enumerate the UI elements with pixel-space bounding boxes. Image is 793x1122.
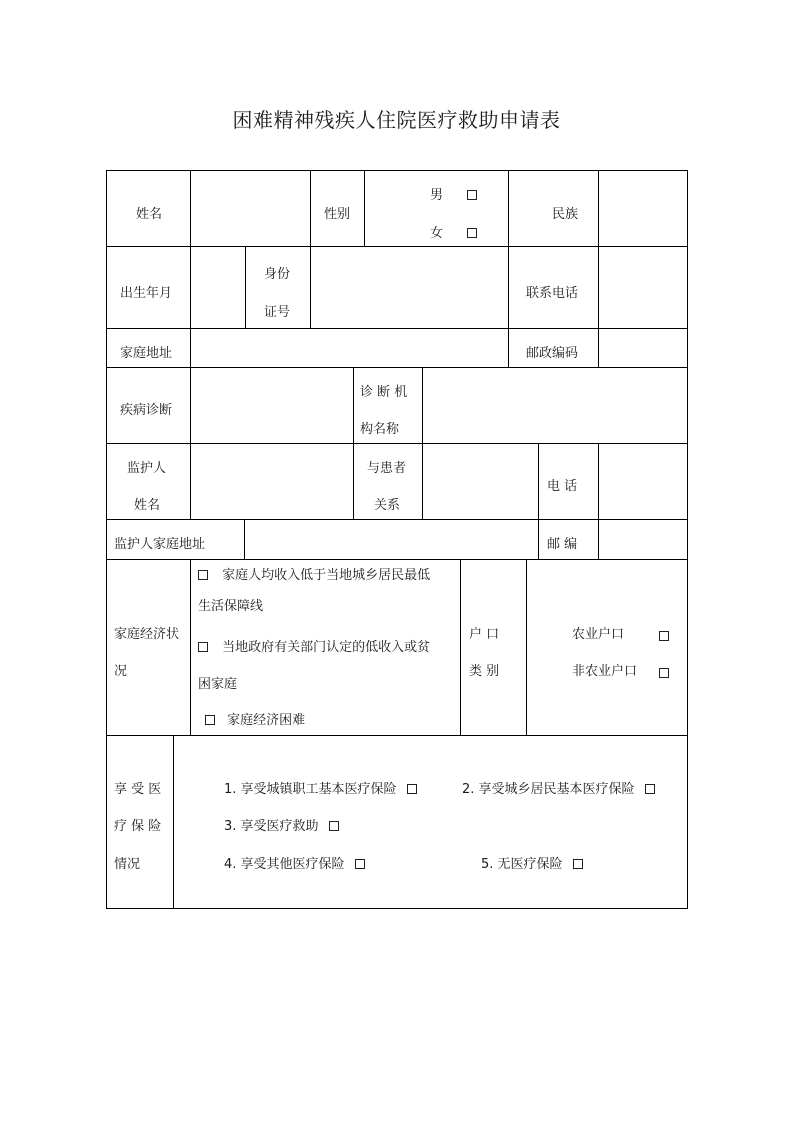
insurance-option-1-text: 1. 享受城镇职工基本医疗保险 [224,782,397,797]
gender-female-option[interactable] [430,225,477,243]
insurance-option-3[interactable] [224,818,339,836]
table-line [106,170,688,171]
insurance-option-4[interactable] [224,856,365,874]
table-line [508,246,509,329]
id-number-field[interactable] [312,248,507,327]
economic-option-2-checkbox[interactable] [198,642,208,652]
economic-option-3-text: 家庭经济困难 [227,713,306,728]
hukou-label-line1: 户 口 [469,627,500,642]
insurance-option-2[interactable] [462,781,655,799]
hukou-label-line2: 类 别 [469,664,500,679]
hukou-agri-checkbox[interactable] [659,631,669,641]
female-label: 女 [430,226,444,241]
gender-label: 性别 [324,207,351,222]
table-line [244,519,245,560]
table-line [106,519,688,520]
table-line [526,559,527,736]
insurance-label-line1: 享 受 医 [114,782,162,797]
male-checkbox[interactable] [467,190,477,200]
table-line [310,170,311,247]
insurance-option-3-checkbox[interactable] [329,821,339,831]
insurance-option-5-checkbox[interactable] [573,859,583,869]
table-line [106,735,688,736]
insurance-option-2-checkbox[interactable] [645,784,655,794]
guardian-address-label: 监护人家庭地址 [114,537,206,552]
economic-label-line2: 况 [114,664,128,679]
table-line [190,246,191,329]
table-line [190,559,191,736]
table-line [190,367,191,444]
table-line [190,443,191,520]
table-line [687,170,688,909]
table-line [598,328,599,368]
insurance-label-line3: 情况 [114,857,141,872]
economic-option-3-checkbox[interactable] [205,715,215,725]
name-label: 姓名 [136,207,163,222]
table-line [106,367,688,368]
economic-option-1-text: 家庭人均收入低于当地城乡居民最低 [222,568,431,583]
postcode-field[interactable] [600,330,686,366]
hukou-agri-option[interactable] [572,626,624,644]
hukou-agri-label: 农业户口 [572,627,625,642]
table-line [538,519,539,560]
table-line [173,735,174,909]
table-line [106,170,107,909]
hukou-nonagri-checkbox[interactable] [659,668,669,678]
economic-option-1-cont: 生活保障线 [198,599,264,614]
diagnosis-label: 疾病诊断 [120,403,173,418]
id-label-line2: 证号 [264,305,291,320]
table-line [190,328,191,368]
table-line [364,170,365,247]
id-label-line1: 身份 [264,267,291,282]
insurance-option-2-text: 2. 享受城乡居民基本医疗保险 [462,782,635,797]
guardian-postcode-label: 邮 编 [547,537,578,552]
table-line [106,328,688,329]
guardian-name-field[interactable] [192,445,352,518]
phone-label: 联系电话 [526,286,579,301]
institution-label-line1: 诊 断 机 [360,385,408,400]
relation-label-line2: 关系 [374,498,401,513]
diagnosis-field[interactable] [192,369,352,442]
page-title: 困难精神残疾人住院医疗救助申请表 [232,108,561,132]
table-line [422,367,423,444]
institution-label-line2: 构名称 [360,422,400,437]
table-line [106,246,688,247]
phone-field[interactable] [600,248,686,327]
table-line [310,246,311,329]
table-line [508,170,509,247]
hukou-nonagri-label: 非农业户口 [572,664,638,679]
ethnicity-label: 民族 [552,207,579,222]
hukou-nonagri-option[interactable] [572,663,637,681]
address-label: 家庭地址 [120,346,173,361]
table-line [353,367,354,444]
institution-field[interactable] [424,369,686,442]
economic-label-line1: 家庭经济状 [114,627,180,642]
economic-option-3[interactable] [205,712,305,730]
insurance-option-3-text: 3. 享受医疗救助 [224,819,319,834]
economic-option-1-checkbox[interactable] [198,570,208,580]
postcode-label: 邮政编码 [526,346,579,361]
economic-option-2-text: 当地政府有关部门认定的低收入或贫 [222,640,431,655]
table-line [598,519,599,560]
guardian-phone-label: 电 话 [547,479,578,494]
female-checkbox[interactable] [467,228,477,238]
table-line [245,246,246,329]
insurance-option-1-checkbox[interactable] [407,784,417,794]
guardian-name-label-line2: 姓名 [134,498,161,513]
table-line [190,170,191,247]
name-field[interactable] [192,172,308,244]
guardian-name-label-line1: 监护人 [127,461,167,476]
table-line [538,443,539,520]
table-line [106,559,688,560]
table-line [460,559,461,736]
table-line [106,908,688,909]
birth-field[interactable] [192,248,244,327]
table-line [422,443,423,520]
insurance-option-5[interactable] [481,856,583,874]
gender-male-option[interactable] [430,187,477,205]
guardian-postcode-field[interactable] [600,521,686,558]
economic-option-2[interactable] [198,639,430,657]
economic-option-2-cont: 困家庭 [198,677,238,692]
table-line [508,328,509,368]
ethnicity-field[interactable] [600,172,686,244]
insurance-option-4-text: 4. 享受其他医疗保险 [224,857,345,872]
insurance-option-1[interactable] [224,781,417,799]
table-line [598,170,599,247]
table-line [353,443,354,520]
insurance-option-5-text: 5. 无医疗保险 [481,857,563,872]
table-line [106,443,688,444]
guardian-phone-field[interactable] [600,445,686,518]
table-line [598,443,599,520]
address-field[interactable] [192,330,507,366]
insurance-option-4-checkbox[interactable] [355,859,365,869]
male-label: 男 [430,188,444,203]
relation-field[interactable] [424,445,537,518]
insurance-label-line2: 疗 保 险 [114,819,162,834]
relation-label-line1: 与患者 [367,461,407,476]
application-form-table [106,170,688,908]
economic-option-1[interactable] [198,567,430,585]
table-line [598,246,599,329]
birth-label: 出生年月 [120,286,173,301]
guardian-address-field[interactable] [246,521,537,558]
